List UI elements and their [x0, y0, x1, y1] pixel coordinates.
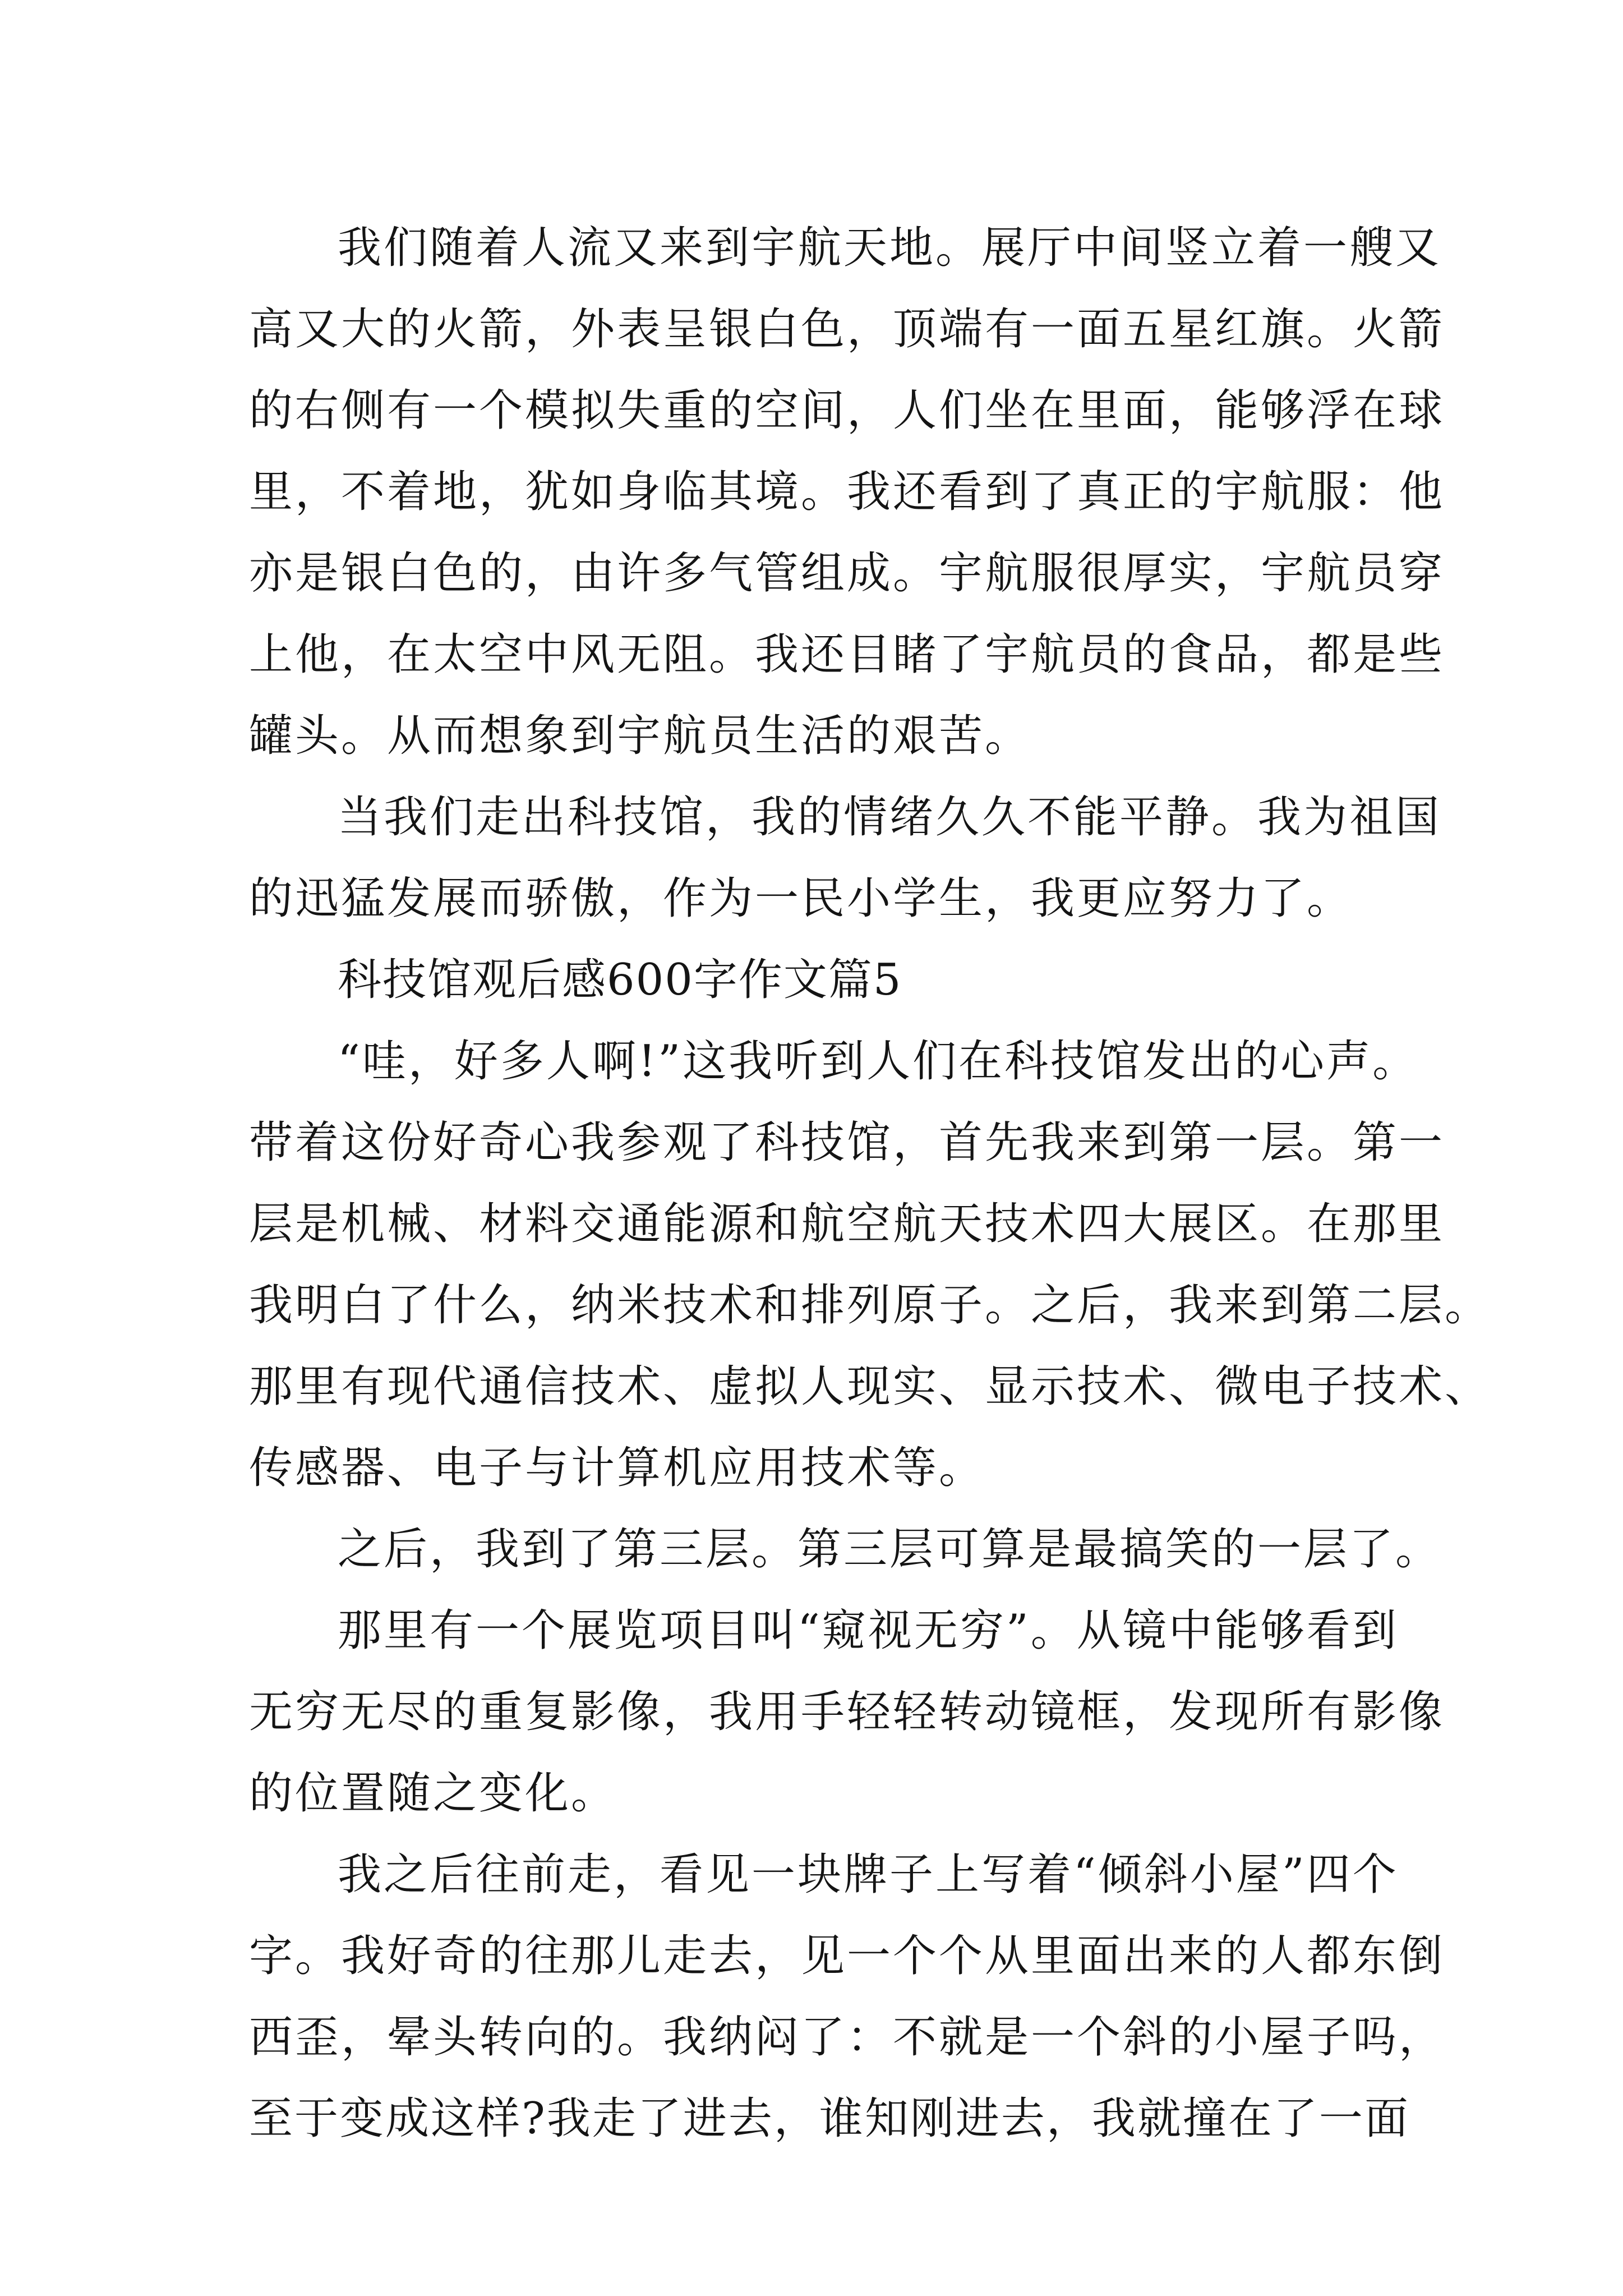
paragraph-line: 高又大的火箭，外表呈银白色，顶端有一面五星红旗。火箭: [249, 304, 1445, 355]
paragraph-line: 带着这份好奇心我参观了科技馆，首先我来到第一层。第一: [249, 1117, 1445, 1168]
paragraph-line: 罐头。从而想象到宇航员生活的艰苦。: [249, 711, 1031, 761]
paragraph-line: 那里有一个展览项目叫“窥视无穷”。从镜中能够看到: [338, 1605, 1399, 1656]
paragraph-line: 的右侧有一个模拟失重的空间，人们坐在里面，能够浮在球: [249, 385, 1445, 436]
paragraph-line: 西歪，晕头转向的。我纳闷了：不就是一个斜的小屋子吗，: [249, 2012, 1445, 2063]
section-heading: 科技馆观后感600字作文篇5: [338, 955, 902, 1005]
paragraph-line: 我之后往前走，看见一块牌子上写着“倾斜小屋”四个: [338, 1849, 1399, 1900]
paragraph-line: 上他，在太空中风无阻。我还目睹了宇航员的食品，都是些: [249, 629, 1445, 680]
paragraph-line: 无穷无尽的重复影像，我用手轻轻转动镜框，发现所有影像: [249, 1687, 1445, 1737]
paragraph-line: 至于变成这样?我走了进去，谁知刚进去，我就撞在了一面: [249, 2093, 1410, 2144]
paragraph-line: “哇，好多人啊!”这我听到人们在科技馆发出的心声。: [338, 1036, 1419, 1087]
paragraph-line: 我们随着人流又来到宇航天地。展厅中间竖立着一艘又: [338, 223, 1442, 273]
paragraph-line: 传感器、电子与计算机应用技术等。: [249, 1443, 985, 1493]
paragraph-line: 的迅猛发展而骄傲，作为一民小学生，我更应努力了。: [249, 873, 1353, 924]
paragraph-line: 的位置随之变化。: [249, 1768, 617, 1819]
paragraph-line: 里，不着地，犹如身临其境。我还看到了真正的宇航服：他: [249, 467, 1445, 517]
paragraph-line: 字。我好奇的往那儿走去，见一个个从里面出来的人都东倒: [249, 1931, 1445, 1981]
paragraph-line: 之后，我到了第三层。第三层可算是最搞笑的一层了。: [338, 1524, 1442, 1575]
paragraph-line: 那里有现代通信技术、虚拟人现实、显示技术、微电子技术、: [249, 1361, 1491, 1412]
paragraph-line: 亦是银白色的，由许多气管组成。宇航服很厚实，宇航员穿: [249, 548, 1445, 599]
paragraph-line: 当我们走出科技馆，我的情绪久久不能平静。我为祖国: [338, 792, 1442, 843]
paragraph-line: 我明白了什么，纳米技术和排列原子。之后，我来到第二层。: [249, 1280, 1491, 1331]
paragraph-line: 层是机械、材料交通能源和航空航天技术四大展区。在那里: [249, 1199, 1445, 1249]
